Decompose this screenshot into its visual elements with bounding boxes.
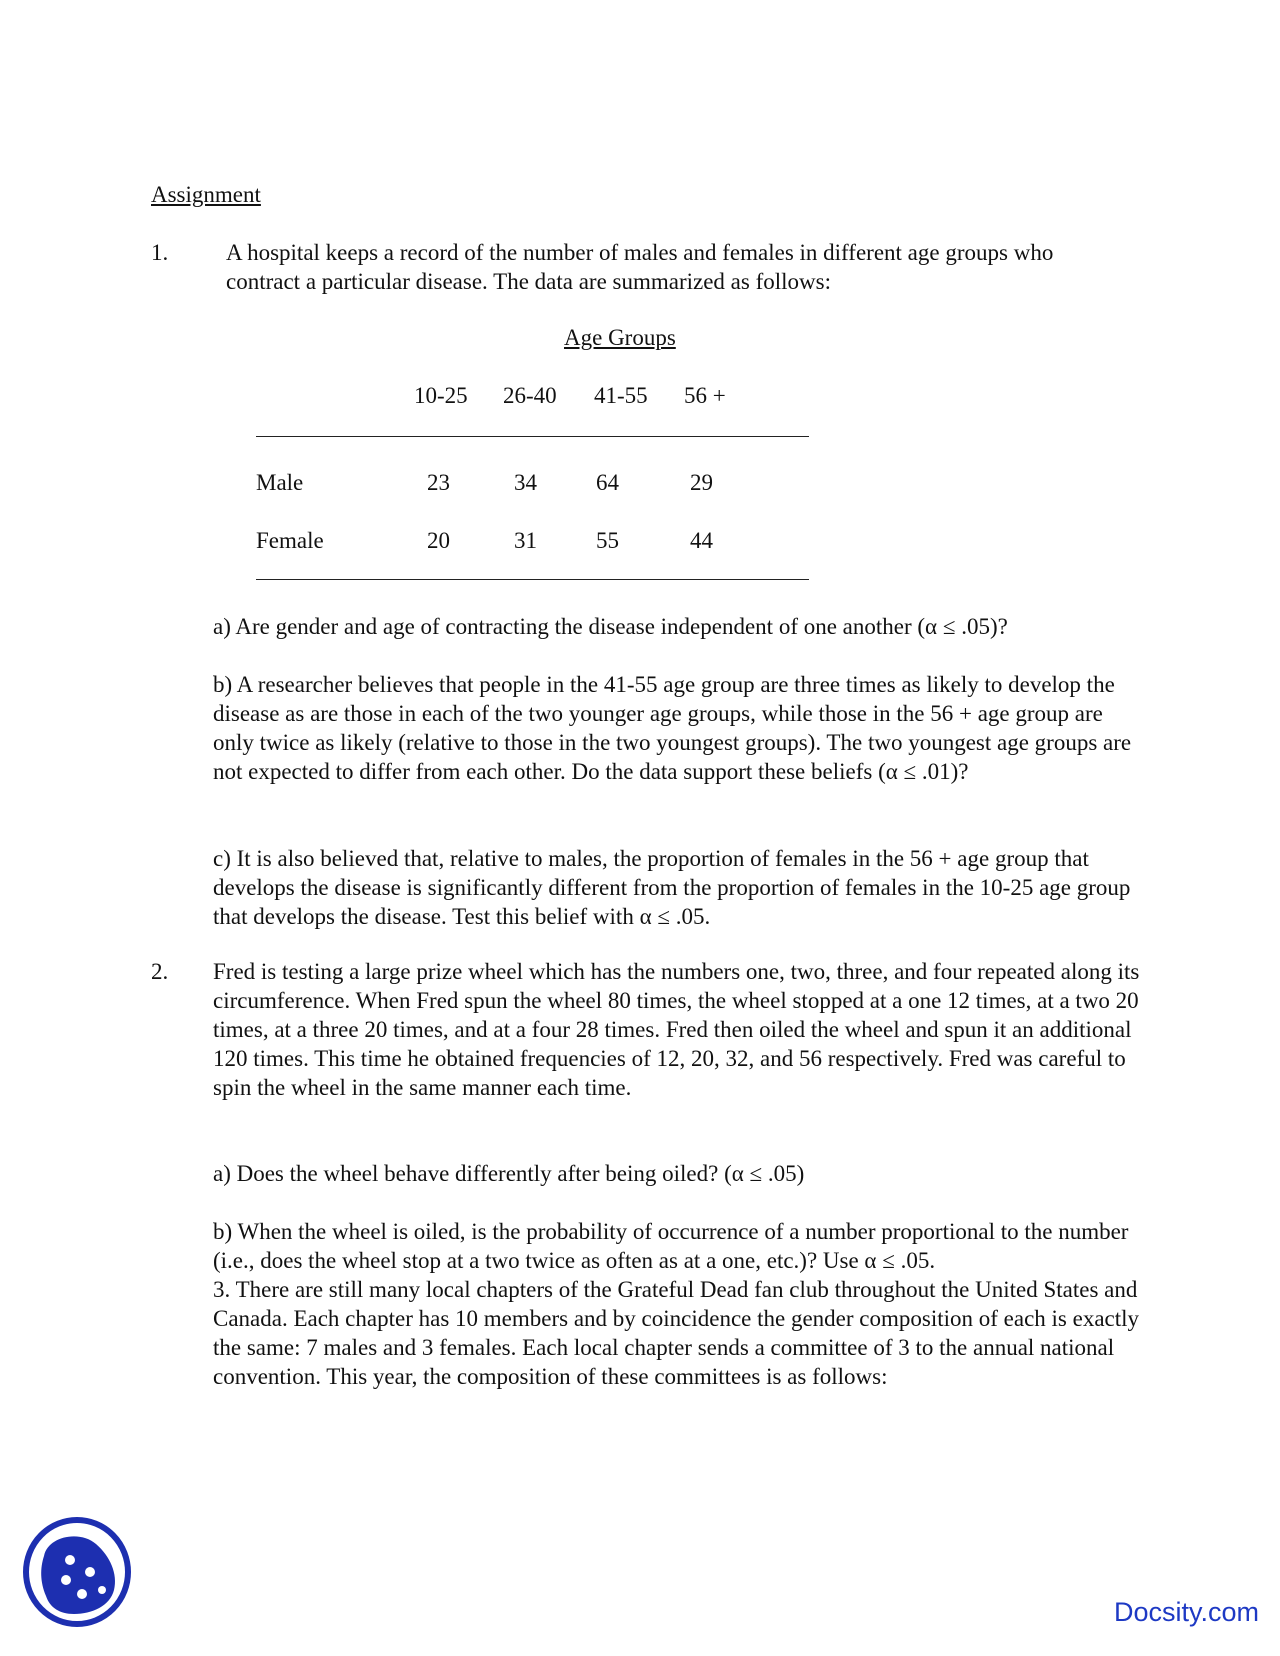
question-1-number: 1. [151,240,169,265]
table-cell: 55 [596,528,619,553]
question-1c: c) It is also believed that, relative to males, the proportion of females in the 56 + age group that develops the disease is significantly different from the proportion of females in the 10-25 age group that develops the disease. Test this belief with α ≤ .05. [213,846,1131,929]
question-2a: a) Does the wheel behave differently after being oiled? (α ≤ .05) [213,1161,805,1186]
table-col-header: 56 + [684,383,726,408]
question-3-text: 3. There are still many local chapters of the Grateful Dead fan club throughout the United States and Canada. Each chapter has 10 members and by coincidence the gender composition of each is exactly the same: 7 males and 3 females. Each local chapter sends a committee of 3 to the annual national convention. This year, the composition of these committees is as follows: [213,1277,1140,1389]
table-top-rule [256,436,809,437]
table-bottom-rule [256,579,809,580]
table-cell: 29 [690,470,713,495]
question-1-text: A hospital keeps a record of the number of males and females in different age groups who contract a particular disease. The data are summarized as follows: [226,240,1054,294]
table-col-header: 26-40 [503,383,557,408]
docsity-logo-icon [22,1516,132,1628]
table-cell: 44 [690,528,713,553]
question-1a: a) Are gender and age of contracting the disease independent of one another (α ≤ .05)? [213,614,1008,639]
table-row-label: Female [256,528,324,553]
table-cell: 23 [427,470,450,495]
table-cell: 64 [596,470,619,495]
table-group-title: Age Groups [564,325,676,350]
question-2-text: Fred is testing a large prize wheel which has the numbers one, two, three, and four repeated along its circumference. When Fred spun the wheel 80 times, the wheel stopped at a one 12 times, at a two 20 times, at a three 20 times, and at a four 28 times. Fred then oiled the wheel and spun it an additional 120 times. This time he obtained frequencies of 12, 20, 32, and 56 respectively. Fred was careful to spin the wheel in the same manner each time. [213,959,1140,1100]
table-cell: 31 [514,528,537,553]
table-row-label: Male [256,470,304,495]
table-cell: 20 [427,528,450,553]
assignment-title: Assignment [151,182,261,207]
docsity-brand-link[interactable]: Docsity.com [1113,1597,1259,1627]
table-cell: 34 [514,470,537,495]
question-1b: b) A researcher believes that people in the 41-55 age group are three times as likely to develop the disease as are those in each of the two younger age groups, while those in the 56 + age group are only twice as likely (relative to those in the two youngest groups). The two youngest age groups are not expected to differ from each other. Do the data support these beliefs (α ≤ .01)? [213,672,1132,784]
question-2-number: 2. [151,959,169,984]
table-col-header: 10-25 [414,383,468,408]
table-col-header: 41-55 [594,383,648,408]
question-2b: b) When the wheel is oiled, is the probability of occurrence of a number proportional to the number (i.e., does the wheel stop at a two twice as often as at a one, etc.)? Use α ≤ .05. [213,1219,1129,1273]
